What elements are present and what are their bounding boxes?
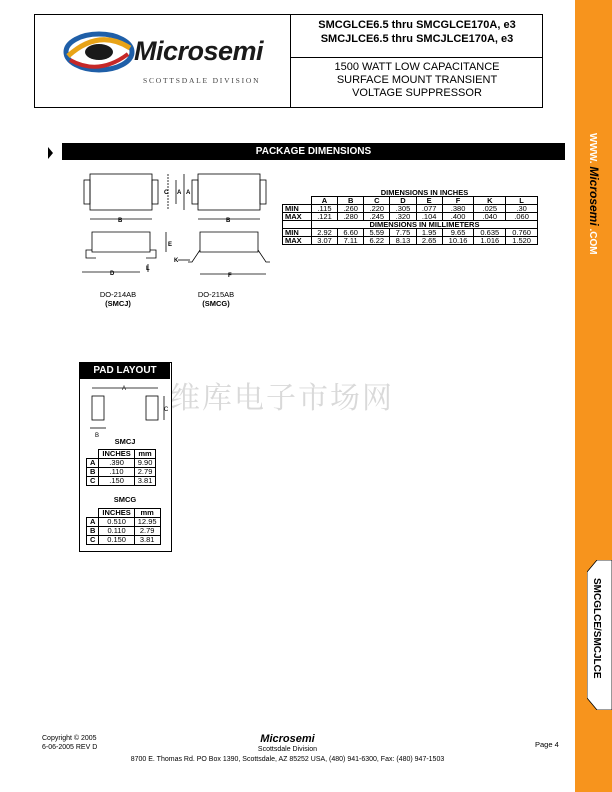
dim-label-c: C	[164, 190, 169, 196]
col-mm: mm	[134, 450, 156, 459]
pad-label-b: B	[95, 433, 100, 439]
logo-division: SCOTTSDALE DIVISION	[143, 76, 261, 85]
table-cell: .280	[338, 213, 364, 221]
table-cell: .040	[474, 213, 506, 221]
watermark: 维库电子市场网	[170, 381, 394, 416]
side-url-prefix: WWW.	[587, 133, 598, 164]
pkg2-sub: (SMCG)	[202, 299, 230, 308]
table-cell: 6.60	[338, 229, 364, 237]
header-desc-line3: VOLTAGE SUPPRESSOR	[352, 87, 482, 99]
table-cell: .30	[506, 205, 538, 213]
pkg2-name: DO-215AB	[197, 290, 235, 299]
row-label: MAX	[283, 213, 312, 221]
table-cell: 0.110	[99, 527, 134, 536]
table-cell: 9.65	[442, 229, 474, 237]
pad-layout-drawing	[82, 382, 168, 440]
row-label: C	[87, 536, 99, 545]
row-label: C	[87, 477, 99, 486]
table-cell: 7.11	[338, 237, 364, 245]
table-cell: 0.760	[506, 229, 538, 237]
col-f: F	[442, 197, 474, 205]
table-row	[283, 237, 538, 245]
dim-label-b2: B	[226, 218, 231, 224]
package-caption-smcg	[176, 290, 256, 308]
table-cell: .320	[390, 213, 416, 221]
inches-title: DIMENSIONS IN INCHES	[380, 188, 469, 197]
table-cell: 3.07	[311, 237, 337, 245]
row-label: B	[87, 527, 99, 536]
table-cell: .380	[442, 205, 474, 213]
col-mm: mm	[134, 509, 160, 518]
table-cell: .245	[364, 213, 390, 221]
row-label: A	[87, 518, 99, 527]
table-cell: .121	[311, 213, 337, 221]
dim-label-b1: B	[118, 218, 123, 224]
table-cell: 7.75	[390, 229, 416, 237]
table-cell: 12.95	[134, 518, 160, 527]
table-cell: 2.92	[311, 229, 337, 237]
pkg1-sub: (SMCJ)	[105, 299, 131, 308]
col-l: L	[506, 197, 538, 205]
table-cell: .305	[390, 205, 416, 213]
row-label: A	[87, 459, 99, 468]
col-k: K	[474, 197, 506, 205]
table-cell: 3.81	[134, 536, 160, 545]
dim-label-e: E	[168, 242, 173, 248]
table-cell: .260	[338, 205, 364, 213]
table-cell: .110	[99, 468, 134, 477]
header-divider-vertical	[290, 14, 291, 107]
table-cell: 1.016	[474, 237, 506, 245]
row-label: B	[87, 468, 99, 477]
col-c: C	[364, 197, 390, 205]
table-cell: 9.90	[134, 459, 156, 468]
smcg-title: SMCG	[113, 495, 137, 504]
side-url	[587, 133, 601, 255]
footer-division: Scottsdale Division	[257, 746, 318, 753]
row-label: MAX	[283, 237, 312, 245]
table-cell: .150	[99, 477, 134, 486]
microsemi-logo-icon	[62, 26, 136, 78]
side-part-label: SMCGLCE/SMCJLCE	[591, 578, 602, 679]
footer-address: 8700 E. Thomas Rd. PO Box 1390, Scottsdale, AZ 85252 USA, (480) 941-6300, Fax: (480) 947-1503	[130, 756, 445, 763]
mm-title: DIMENSIONS IN MILLIMETERS	[311, 221, 537, 229]
table-cell: 1.520	[506, 237, 538, 245]
page-number: Page 4	[535, 740, 559, 749]
copyright-text: Copyright © 2005	[42, 735, 97, 742]
header-title	[292, 18, 542, 46]
logo-wordmark: Microsemi	[134, 36, 264, 66]
package-dimensions-heading: PACKAGE DIMENSIONS	[62, 143, 565, 160]
table-cell: .077	[416, 205, 442, 213]
table-cell: .025	[474, 205, 506, 213]
table-cell: 0.635	[474, 229, 506, 237]
col-a: A	[311, 197, 337, 205]
table-row	[283, 189, 538, 197]
header-divider-horizontal	[290, 57, 542, 58]
footer-brand: Microsemi	[260, 733, 315, 745]
dim-label-d: D	[110, 271, 115, 277]
smcj-title: SMCJ	[114, 437, 136, 446]
table-cell: 1.95	[416, 229, 442, 237]
side-url-suffix: .COM	[587, 228, 598, 255]
header-desc-line1: 1500 WATT LOW CAPACITANCE	[334, 61, 500, 73]
table-cell: 2.79	[134, 468, 156, 477]
col-b: B	[338, 197, 364, 205]
table-cell: 0.150	[99, 536, 134, 545]
col-inches: INCHES	[99, 509, 134, 518]
col-inches: INCHES	[99, 450, 134, 459]
dimensions-table	[282, 189, 538, 245]
pkg1-name: DO-214AB	[99, 290, 137, 299]
table-cell: .060	[506, 213, 538, 221]
table-row	[87, 536, 161, 545]
header-description	[292, 61, 542, 100]
table-cell: .104	[416, 213, 442, 221]
table-cell: 2.79	[134, 527, 160, 536]
col-e: E	[416, 197, 442, 205]
dim-label-l: L	[146, 266, 150, 272]
header-title-line2: SMCJLCE6.5 thru SMCJLCE170A, e3	[320, 33, 514, 45]
table-cell: 8.13	[390, 237, 416, 245]
table-row	[87, 477, 156, 486]
dim-label-a1: A	[177, 190, 182, 196]
smcj-pad-table	[86, 449, 156, 486]
side-url-brand: Microsemi	[587, 166, 601, 226]
col-d: D	[390, 197, 416, 205]
package-drawing	[78, 166, 278, 294]
revision-text: 6-06-2005 REV D	[42, 744, 98, 751]
dim-label-k: K	[174, 258, 179, 264]
pad-layout-heading: PAD LAYOUT	[80, 363, 170, 379]
row-label: MIN	[283, 229, 312, 237]
header-desc-line2: SURFACE MOUNT TRANSIENT	[336, 74, 498, 86]
dim-label-f: F	[228, 273, 232, 279]
table-cell: 3.81	[134, 477, 156, 486]
header-title-line1: SMCGLCE6.5 thru SMCGLCE170A, e3	[318, 19, 516, 31]
table-cell: .115	[311, 205, 337, 213]
table-cell: .390	[99, 459, 134, 468]
row-label: MIN	[283, 205, 312, 213]
pad-label-a: A	[122, 386, 127, 392]
table-cell: 2.65	[416, 237, 442, 245]
bullet-arrow-icon	[48, 147, 53, 159]
package-caption-smcj	[78, 290, 158, 308]
table-cell: .400	[442, 213, 474, 221]
dim-label-a2: A	[186, 190, 191, 196]
table-cell: 0.510	[99, 518, 134, 527]
table-cell: .220	[364, 205, 390, 213]
smcg-pad-table	[86, 508, 161, 545]
table-cell: 6.22	[364, 237, 390, 245]
table-cell: 5.59	[364, 229, 390, 237]
pad-label-c: C	[164, 407, 168, 413]
table-cell: 10.16	[442, 237, 474, 245]
